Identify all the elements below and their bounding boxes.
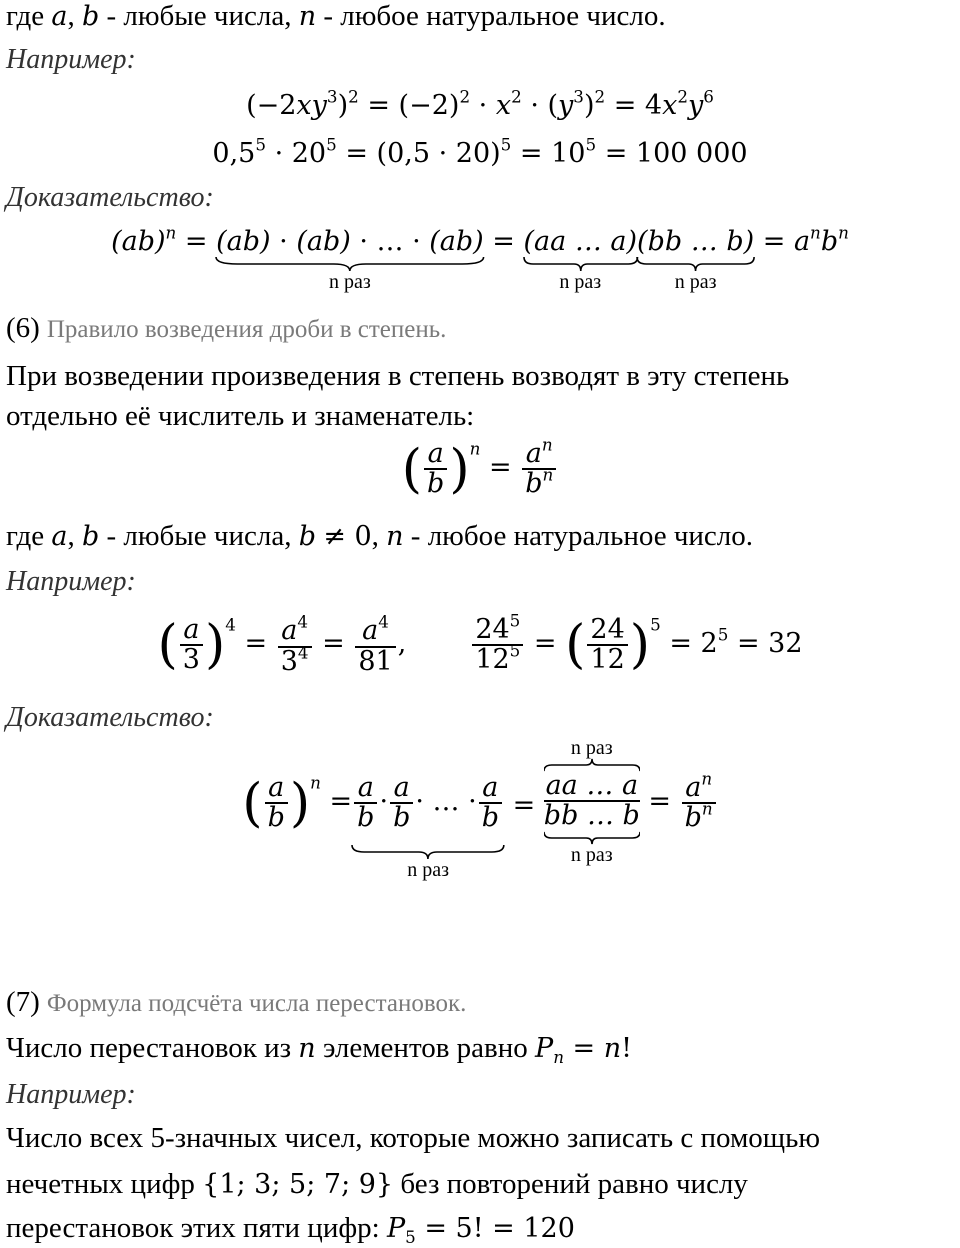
section-heading-6 xyxy=(6,314,446,343)
underbrace-2: (aa … a) n раз xyxy=(523,226,638,293)
rule-line-1: При возведении произведения в степень возводят в эту степень xyxy=(6,360,790,392)
where-text-5: где a, b - любые числа, n - любое натуральное число. xyxy=(6,0,666,32)
proof-equation-6: ( $\frac{a}{b}$ )$^n$ = $\frac{a}{b}$ · $\frac{a}{b}$ · … · $\frac{a}{b}$ n раз = n раз aa … a bb … b n раз = $\frac{a^n}{b^n}$ xyxy=(0,738,960,865)
times-label: n раз xyxy=(329,271,371,293)
example-equation-6: ( $\frac{a}{3}$ )$^4$ = $\frac{a^4}{3^4}$ = $\frac{a^4}{81}$ , $\frac{24^5}{12^5}$ = ( $\frac{24}{12}$ )$^5 = 2^5 = 32$ xyxy=(157,609,803,677)
section-number: (6) xyxy=(6,312,40,344)
example-equation-5a: $(-2xy^3)^2 = (-2)^2 \cdot x^2 \cdot (y^3)^2 = 4x^2y^6$ xyxy=(246,86,714,121)
times-label: n раз xyxy=(559,271,602,293)
underbrace-3: (bb … b) n раз xyxy=(637,226,755,293)
proof-equation-5: (ab)$^n$ = (ab) · (ab) · … · (ab) n раз = (aa … a) n раз (bb … b) n раз = $a^nb^n$ xyxy=(111,222,849,293)
rule-text-7: Число перестановок из n элементов равно $P_n = n$! xyxy=(6,1032,633,1067)
proof-label-5: Доказательство: xyxy=(6,182,214,213)
times-label: n раз xyxy=(570,737,613,759)
example-equation-5b: $0,5^5 \cdot 20^5 = (0,5 \cdot 20)^5 = 10^5 = 100$ 000 xyxy=(212,134,748,169)
underbrace-1: (ab) · (ab) · … · (ab) n раз xyxy=(216,226,484,293)
section-title: Правило возведения дроби в степень. xyxy=(46,316,447,343)
section-number: (7) xyxy=(6,986,40,1018)
section-heading-7 xyxy=(6,988,466,1017)
times-label: n раз xyxy=(570,843,613,866)
section-title: Формула подсчёта числа перестановок. xyxy=(46,990,467,1017)
times-label: n раз xyxy=(674,271,717,293)
example-label-7: Например: xyxy=(6,1079,136,1110)
example-label-5: Например: xyxy=(6,44,136,75)
rule-line-2: отдельно её числитель и знаменатель: xyxy=(6,400,475,432)
formula-6: ( $\frac{a}{b}$ )$^n$ = $\frac{a^n}{b^n}$ xyxy=(0,440,960,499)
proof-label-6: Доказательство: xyxy=(6,702,214,733)
overbrace-frac: n раз aa … a bb … b n раз xyxy=(543,737,640,866)
example-line-3: перестановок этих пяти цифр: $P_5 = 5$! = 120 xyxy=(6,1212,575,1247)
example-line-2: нечетных цифр {1; 3; 5; 7; 9} без повторений равно числу xyxy=(6,1168,748,1200)
times-label: n раз xyxy=(407,859,449,881)
example-line-1: Число всех 5-значных чисел, которые можно записать с помощью xyxy=(6,1122,821,1154)
underbrace-4: $\frac{a}{b}$ · $\frac{a}{b}$ · … · $\frac{a}{b}$ n раз xyxy=(352,774,504,833)
example-label-6: Например: xyxy=(6,566,136,597)
where-text-6: где a, b - любые числа, b ≠ 0, n - любое натуральное число. xyxy=(6,520,754,552)
